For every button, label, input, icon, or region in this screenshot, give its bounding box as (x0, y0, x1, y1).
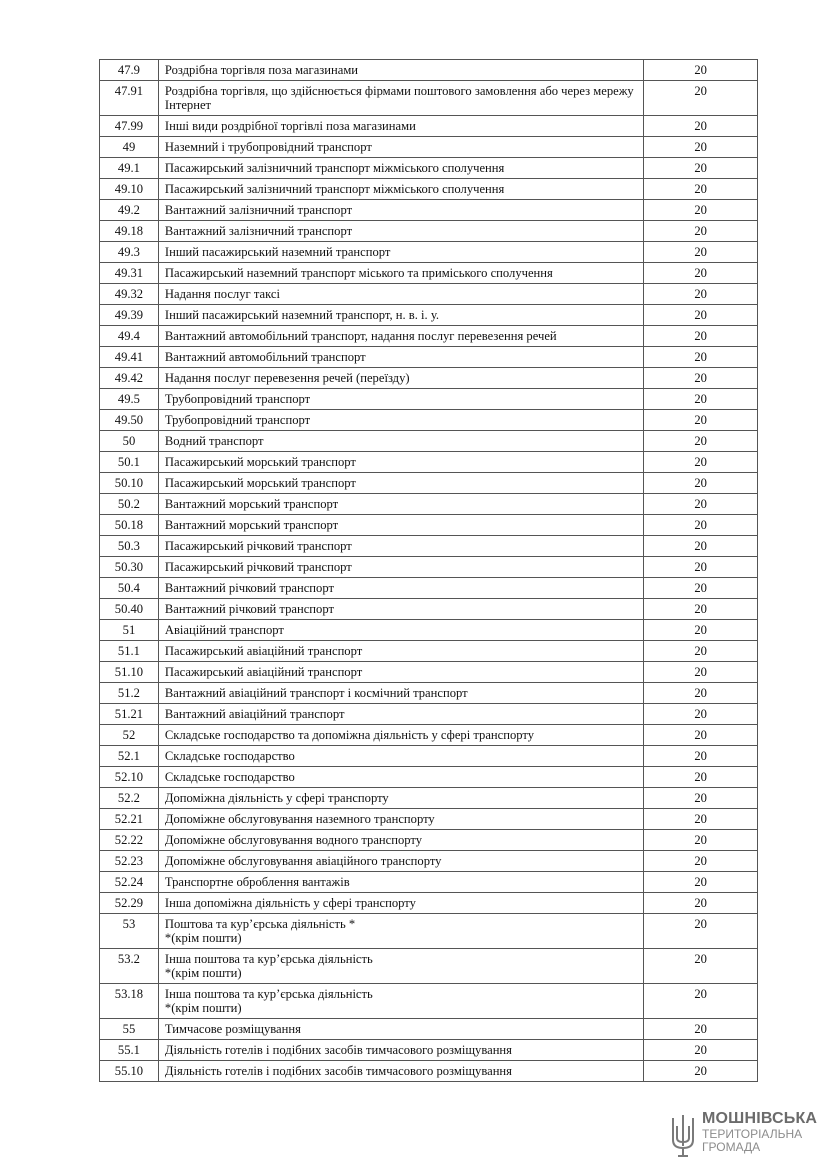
rate-cell: 20 (644, 473, 758, 494)
rate-cell: 20 (644, 851, 758, 872)
kved-code-cell: 49 (100, 137, 159, 158)
activity-name-cell: Допоміжне обслуговування авіаційного транспорту (158, 851, 643, 872)
kved-code-cell: 52.24 (100, 872, 159, 893)
logo-line-3: ГРОМАДА (702, 1140, 761, 1154)
rate-cell: 20 (644, 872, 758, 893)
rate-cell: 20 (644, 620, 758, 641)
table-row (100, 725, 758, 746)
table-row (100, 767, 758, 788)
kved-code-cell: 52.2 (100, 788, 159, 809)
kved-code-cell: 49.2 (100, 200, 159, 221)
kved-code-cell: 55 (100, 1019, 159, 1040)
table-row (100, 326, 758, 347)
kved-rates-table (99, 59, 758, 1082)
kved-code-cell: 50.2 (100, 494, 159, 515)
rate-cell: 20 (644, 1040, 758, 1061)
rate-cell: 20 (644, 914, 758, 949)
kved-code-cell: 49.50 (100, 410, 159, 431)
kved-code-cell: 50.4 (100, 578, 159, 599)
rate-cell: 20 (644, 179, 758, 200)
table-row (100, 788, 758, 809)
activity-name-cell: Вантажний морський транспорт (158, 494, 643, 515)
table-row (100, 200, 758, 221)
activity-name-cell: Водний транспорт (158, 431, 643, 452)
rate-cell: 20 (644, 116, 758, 137)
rate-cell: 20 (644, 599, 758, 620)
table-row (100, 221, 758, 242)
kved-code-cell: 50.18 (100, 515, 159, 536)
table-row (100, 851, 758, 872)
activity-name-cell: Транспортне оброблення вантажів (158, 872, 643, 893)
rate-cell: 20 (644, 725, 758, 746)
rate-cell: 20 (644, 1061, 758, 1082)
rate-cell: 20 (644, 284, 758, 305)
kved-code-cell: 51.21 (100, 704, 159, 725)
activity-name-cell: Вантажний авіаційний транспорт (158, 704, 643, 725)
kved-code-cell: 49.18 (100, 221, 159, 242)
table-row (100, 137, 758, 158)
table-row (100, 305, 758, 326)
kved-code-cell: 49.32 (100, 284, 159, 305)
table-row (100, 914, 758, 949)
activity-name-cell: Вантажний річковий транспорт (158, 599, 643, 620)
rate-cell: 20 (644, 536, 758, 557)
table-row (100, 60, 758, 81)
table-row (100, 830, 758, 851)
kved-code-cell: 50.30 (100, 557, 159, 578)
kved-code-cell: 49.41 (100, 347, 159, 368)
kved-code-cell: 52.1 (100, 746, 159, 767)
activity-name-cell: Допоміжна діяльність у сфері транспорту (158, 788, 643, 809)
activity-name-cell: Складське господарство та допоміжна діяльність у сфері транспорту (158, 725, 643, 746)
logo-text (702, 1110, 817, 1154)
activity-name-cell: Пасажирський річковий транспорт (158, 557, 643, 578)
activity-name-cell: Поштова та кур’єрська діяльність * *(крім пошти) (158, 914, 643, 949)
kved-code-cell: 51.10 (100, 662, 159, 683)
activity-name-cell: Діяльність готелів і подібних засобів тимчасового розміщування (158, 1061, 643, 1082)
table-row (100, 746, 758, 767)
table-row (100, 263, 758, 284)
kved-code-cell: 50.3 (100, 536, 159, 557)
kved-code-cell: 47.91 (100, 81, 159, 116)
kved-code-cell: 49.3 (100, 242, 159, 263)
rate-cell: 20 (644, 263, 758, 284)
activity-name-cell: Інший пасажирський наземний транспорт, н. в. і. у. (158, 305, 643, 326)
rate-cell: 20 (644, 305, 758, 326)
activity-name-cell: Інша поштова та кур’єрська діяльність *(крім пошти) (158, 984, 643, 1019)
activity-name-cell: Діяльність готелів і подібних засобів тимчасового розміщування (158, 1040, 643, 1061)
table-row (100, 410, 758, 431)
rate-cell: 20 (644, 242, 758, 263)
activity-name-cell: Роздрібна торгівля, що здійснюється фірмами поштового замовлення або через мережу Інтернет (158, 81, 643, 116)
rate-cell: 20 (644, 557, 758, 578)
table-row (100, 872, 758, 893)
activity-name-cell: Допоміжне обслуговування водного транспорту (158, 830, 643, 851)
activity-name-cell: Пасажирський залізничний транспорт міжміського сполучення (158, 158, 643, 179)
activity-name-cell: Вантажний автомобільний транспорт, надання послуг перевезення речей (158, 326, 643, 347)
kved-code-cell: 50.1 (100, 452, 159, 473)
rate-cell: 20 (644, 137, 758, 158)
activity-name-cell: Складське господарство (158, 746, 643, 767)
table-row (100, 949, 758, 984)
table-row (100, 473, 758, 494)
rate-cell: 20 (644, 389, 758, 410)
rate-cell: 20 (644, 326, 758, 347)
activity-name-cell: Вантажний морський транспорт (158, 515, 643, 536)
kved-code-cell: 52 (100, 725, 159, 746)
kved-code-cell: 47.9 (100, 60, 159, 81)
table-row (100, 1061, 758, 1082)
activity-name-cell: Пасажирський авіаційний транспорт (158, 641, 643, 662)
table-row (100, 809, 758, 830)
rate-cell: 20 (644, 641, 758, 662)
rate-cell: 20 (644, 452, 758, 473)
rate-cell: 20 (644, 347, 758, 368)
kved-code-cell: 49.39 (100, 305, 159, 326)
kved-code-cell: 52.10 (100, 767, 159, 788)
community-logo (668, 1110, 818, 1162)
table-row (100, 452, 758, 473)
kved-code-cell: 50 (100, 431, 159, 452)
kved-code-cell: 49.10 (100, 179, 159, 200)
table-row (100, 704, 758, 725)
kved-code-cell: 51 (100, 620, 159, 641)
activity-name-cell: Інша допоміжна діяльність у сфері транспорту (158, 893, 643, 914)
activity-name-cell: Наземний і трубопровідний транспорт (158, 137, 643, 158)
kved-code-cell: 47.99 (100, 116, 159, 137)
kved-code-cell: 55.1 (100, 1040, 159, 1061)
activity-name-cell: Роздрібна торгівля поза магазинами (158, 60, 643, 81)
table-row (100, 431, 758, 452)
activity-name-cell: Пасажирський наземний транспорт міського та приміського сполучення (158, 263, 643, 284)
activity-name-cell: Складське господарство (158, 767, 643, 788)
activity-name-cell: Вантажний автомобільний транспорт (158, 347, 643, 368)
rate-cell: 20 (644, 893, 758, 914)
activity-name-cell: Вантажний річковий транспорт (158, 578, 643, 599)
rate-cell: 20 (644, 746, 758, 767)
activity-name-cell: Вантажний залізничний транспорт (158, 221, 643, 242)
trident-icon (668, 1112, 698, 1158)
activity-name-cell: Пасажирський морський транспорт (158, 452, 643, 473)
activity-name-cell: Інша поштова та кур’єрська діяльність *(крім пошти) (158, 949, 643, 984)
rate-cell: 20 (644, 683, 758, 704)
rate-cell: 20 (644, 788, 758, 809)
table-row (100, 599, 758, 620)
kved-code-cell: 50.40 (100, 599, 159, 620)
rate-cell: 20 (644, 60, 758, 81)
activity-name-cell: Пасажирський річковий транспорт (158, 536, 643, 557)
table-row (100, 389, 758, 410)
kved-code-cell: 52.21 (100, 809, 159, 830)
kved-code-cell: 53.2 (100, 949, 159, 984)
table-row (100, 368, 758, 389)
table-row (100, 620, 758, 641)
activity-name-cell: Пасажирський залізничний транспорт міжміського сполучення (158, 179, 643, 200)
logo-name: МОШНІВСЬКА (702, 1110, 818, 1127)
activity-name-cell: Надання послуг перевезення речей (переїзду) (158, 368, 643, 389)
rate-cell: 20 (644, 704, 758, 725)
rate-cell: 20 (644, 431, 758, 452)
rate-cell: 20 (644, 368, 758, 389)
table-row (100, 158, 758, 179)
activity-name-cell: Допоміжне обслуговування наземного транспорту (158, 809, 643, 830)
table-row (100, 984, 758, 1019)
logo-line-2: ТЕРИТОРІАЛЬНА (702, 1127, 803, 1141)
table-row (100, 494, 758, 515)
kved-code-cell: 51.1 (100, 641, 159, 662)
rate-cell: 20 (644, 158, 758, 179)
kved-code-cell: 52.29 (100, 893, 159, 914)
rate-cell: 20 (644, 81, 758, 116)
table-row (100, 242, 758, 263)
rate-cell: 20 (644, 578, 758, 599)
rate-cell: 20 (644, 515, 758, 536)
activity-name-cell: Інший пасажирський наземний транспорт (158, 242, 643, 263)
kved-code-cell: 53.18 (100, 984, 159, 1019)
kved-code-cell: 50.10 (100, 473, 159, 494)
table-row (100, 347, 758, 368)
kved-code-cell: 49.31 (100, 263, 159, 284)
kved-code-cell: 49.4 (100, 326, 159, 347)
rate-cell: 20 (644, 809, 758, 830)
table-row (100, 662, 758, 683)
table-row (100, 536, 758, 557)
table-row (100, 179, 758, 200)
table-row (100, 284, 758, 305)
table-row (100, 1040, 758, 1061)
rate-cell: 20 (644, 200, 758, 221)
kved-code-cell: 53 (100, 914, 159, 949)
kved-code-cell: 49.5 (100, 389, 159, 410)
kved-code-cell: 55.10 (100, 1061, 159, 1082)
rate-cell: 20 (644, 949, 758, 984)
kved-code-cell: 49.1 (100, 158, 159, 179)
kved-code-cell: 52.23 (100, 851, 159, 872)
table-body (100, 60, 758, 1082)
table-row (100, 81, 758, 116)
activity-name-cell: Трубопровідний транспорт (158, 410, 643, 431)
kved-code-cell: 49.42 (100, 368, 159, 389)
activity-name-cell: Пасажирський морський транспорт (158, 473, 643, 494)
table-row (100, 893, 758, 914)
kved-code-cell: 51.2 (100, 683, 159, 704)
table-row (100, 683, 758, 704)
kved-code-cell: 52.22 (100, 830, 159, 851)
rate-cell: 20 (644, 410, 758, 431)
table-row (100, 641, 758, 662)
table-row (100, 557, 758, 578)
rate-cell: 20 (644, 767, 758, 788)
table-row (100, 116, 758, 137)
rate-cell: 20 (644, 830, 758, 851)
activity-name-cell: Надання послуг таксі (158, 284, 643, 305)
activity-name-cell: Трубопровідний транспорт (158, 389, 643, 410)
rate-cell: 20 (644, 494, 758, 515)
table-row (100, 578, 758, 599)
activity-name-cell: Інші види роздрібної торгівлі поза магазинами (158, 116, 643, 137)
activity-name-cell: Вантажний авіаційний транспорт і космічний транспорт (158, 683, 643, 704)
activity-name-cell: Вантажний залізничний транспорт (158, 200, 643, 221)
rate-cell: 20 (644, 984, 758, 1019)
activity-name-cell: Тимчасове розміщування (158, 1019, 643, 1040)
rate-cell: 20 (644, 221, 758, 242)
activity-name-cell: Пасажирський авіаційний транспорт (158, 662, 643, 683)
table-row (100, 515, 758, 536)
activity-name-cell: Авіаційний транспорт (158, 620, 643, 641)
rate-cell: 20 (644, 662, 758, 683)
rate-cell: 20 (644, 1019, 758, 1040)
table-row (100, 1019, 758, 1040)
